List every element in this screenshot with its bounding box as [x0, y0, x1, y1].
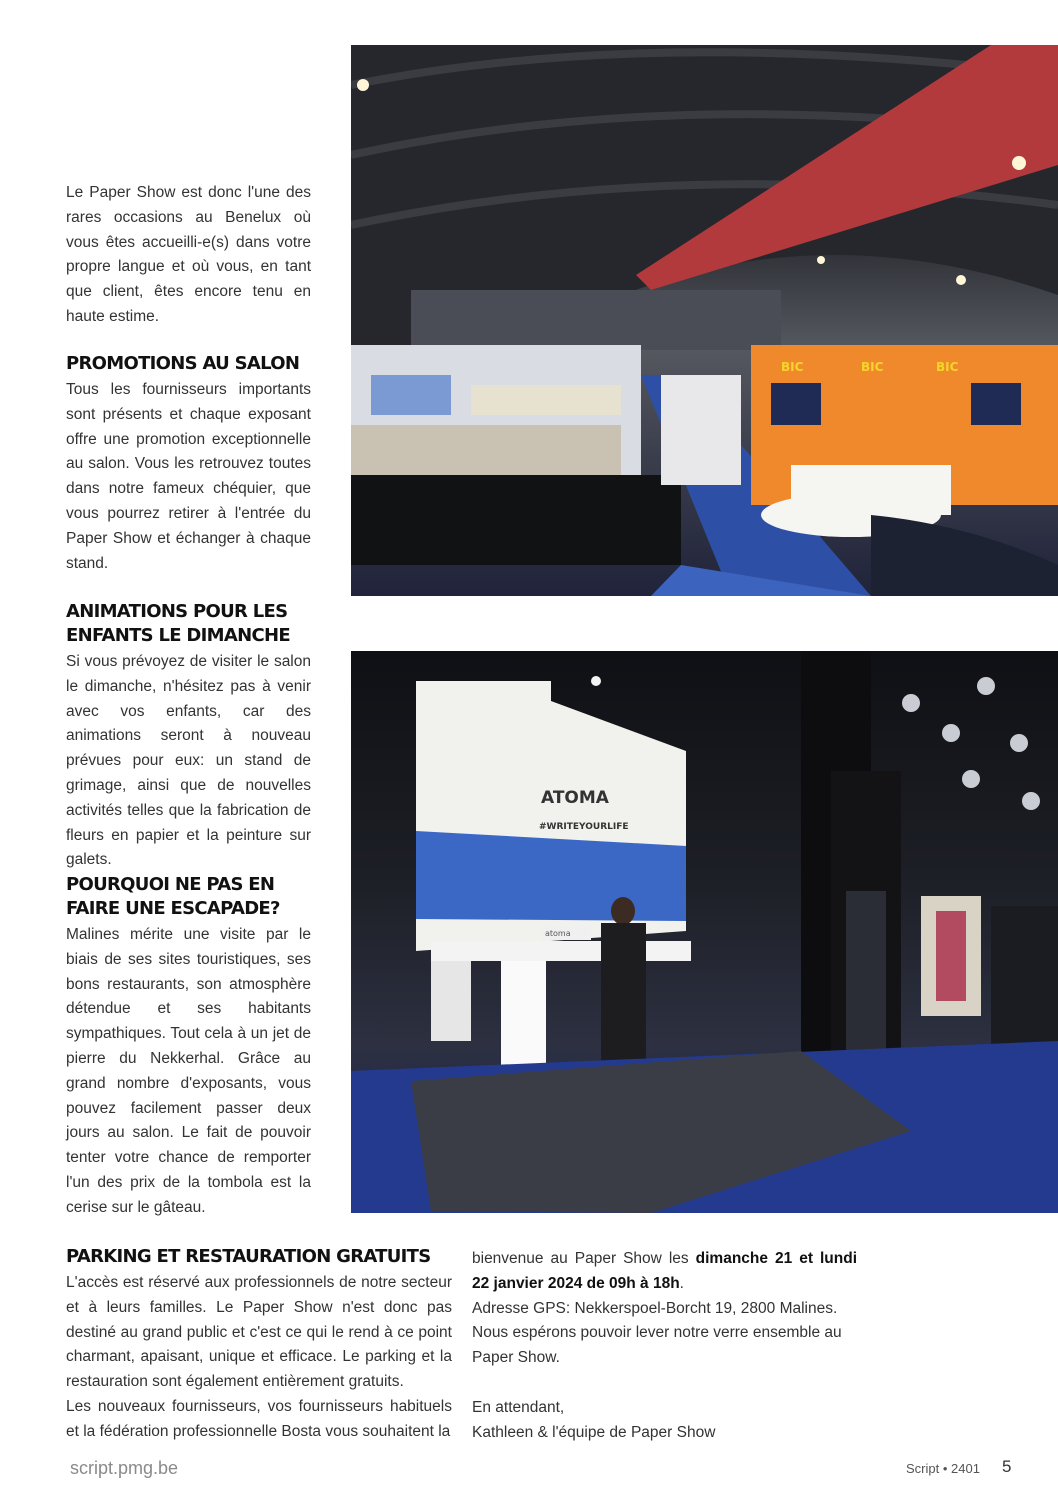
- section-escapade: [66, 873, 311, 1221]
- footer-website-link[interactable]: script.pmg.be: [70, 1458, 179, 1478]
- toast-text: Nous espérons pouvoir lever notre verre ensemble au Paper Show.: [472, 1324, 842, 1367]
- promotions-body: Tous les fournisseurs importants sont présents et chaque exposant offre une promotion exceptionnelle au salon. Vous les retrouvez toutes dans notre fameux chéquier, que vous pourrez retirer à l'entrée du Paper Show et échanger à chaque stand.: [66, 381, 311, 572]
- footer-issue: Script • 2401: [906, 1461, 980, 1476]
- spacer: [472, 1371, 857, 1396]
- signature: Kathleen & l'équipe de Paper Show: [472, 1423, 716, 1441]
- animations-body: Si vous prévoyez de visiter le salon le dimanche, n'hésitez pas à venir avec vos enfants, car des animations seront à nouveau prévues pour eux: un stand de grimage, ainsi que de nouvelles activités telles que la fabrication de fleurs en papier et la peinture sur galets.: [66, 653, 311, 869]
- exhibition-hall-illustration: [351, 45, 1058, 596]
- atoma-logo-text: ATOMA: [541, 788, 609, 808]
- intro-text: Le Paper Show est donc l'une des rares occasions au Benelux où vous êtes accueilli-e(s) dans votre propre langue et où vous, en tant que client, êtes encore tenu en haute estime.: [66, 184, 311, 325]
- welcome-paragraph: [472, 1247, 857, 1297]
- atoma-stand-illustration: [351, 651, 1058, 1213]
- escapade-heading: POURQUOI NE PAS EN FAIRE UNE ESCAPADE?: [66, 874, 280, 919]
- promotions-heading: PROMOTIONS AU SALON: [66, 353, 300, 374]
- welcome-end: .: [679, 1274, 684, 1292]
- gps-address: Adresse GPS: Nekkerspoel-Borcht 19, 2800 Malines.: [472, 1299, 838, 1317]
- page-number: 5: [1002, 1457, 1012, 1476]
- parking-body-cont: Les nouveaux fournisseurs, vos fournisseurs habituels et la fédération professionnelle Bosta vous souhaitent la: [66, 1397, 452, 1440]
- bic-sign-3: BIC: [936, 360, 959, 374]
- atoma-slogan: #WRITEYOURLIFE: [539, 822, 629, 832]
- atoma-counter-label: atoma: [545, 929, 571, 938]
- escapade-body: Malines mérite une visite par le biais de ses sites touristiques, ses bons restaurants, son atmosphère détendue et ses habitants sympathiques. Tout cela à un jet de pierre du Nekkerhal. Grâce au grand nombre d'exposants, vous pouvez facilement passer deux jours au salon. Le fait de pouvoir tenter votre chance de remporter l'un des prix de la tombola est la cerise sur le gâteau.: [66, 926, 311, 1216]
- section-closing: [472, 1247, 857, 1445]
- section-parking: [66, 1245, 452, 1445]
- event-dates: dimanche 21 et lundi 22 janvier 2024 de 09h à 18h: [472, 1250, 858, 1292]
- animations-heading: ANIMATIONS POUR LES ENFANTS LE DIMANCHE: [66, 601, 290, 646]
- exhibition-hall-photo: [351, 45, 1058, 596]
- bic-sign-1: BIC: [781, 360, 804, 374]
- bic-sign-2: BIC: [861, 360, 884, 374]
- section-animations: [66, 600, 311, 873]
- intro-paragraph: [66, 181, 311, 330]
- parking-body: L'accès est réservé aux professionnels de notre secteur et à leurs familles. Le Paper Show n'est donc pas destiné au grand public et c'est ce qui le rend à ce point charmant, apaisant, unique et efficace. Le parking et la restauration sont également entièrement gratuits.: [66, 1274, 452, 1391]
- waiting-text: En attendant,: [472, 1398, 565, 1416]
- atoma-stand-photo: [351, 651, 1058, 1213]
- welcome-text: bienvenue au Paper Show les: [472, 1250, 696, 1267]
- parking-heading: PARKING ET RESTAURATION GRATUITS: [66, 1246, 431, 1267]
- section-promotions: [66, 352, 311, 576]
